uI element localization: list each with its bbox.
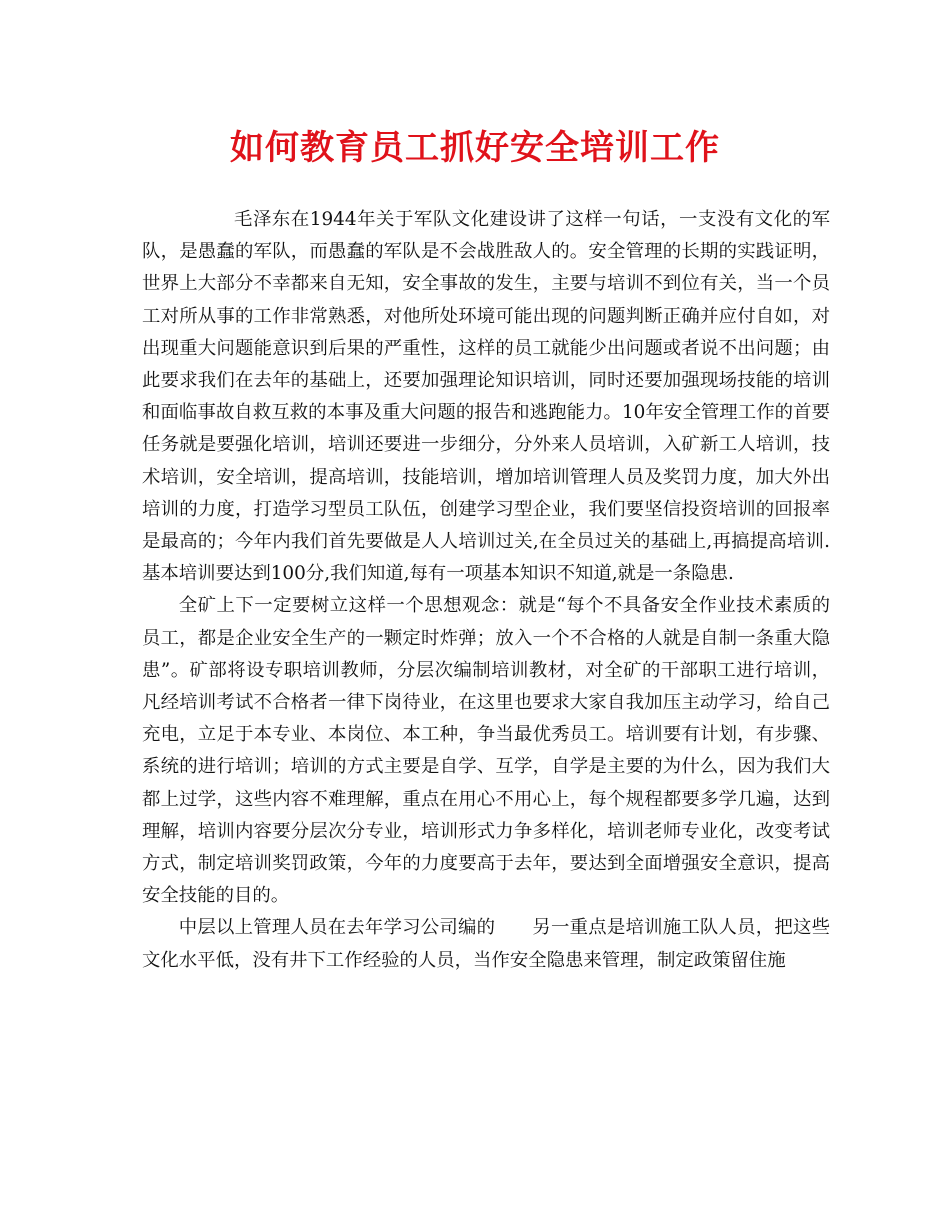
paragraph-1: 毛泽东在1944年关于军队文化建设讲了这样一句话，一支没有文化的军队，是愚蠢的军队，而愚蠢的军队是不会战胜敌人的。安全管理的长期的实践证明，世界上大部分不幸都来自无知，安全事故的发生，主要与培训不到位有关，当一个员工对所从事的工作非常熟悉，对他所处环境可能出现的问题判断正确并应付自如，对出现重大问题能意识到后果的严重性，这样的员工就能少出问题或者说不出问题；由此要求我们在去年的基础上，还要加强理论知识培训，同时还要加强现场技能的培训和面临事故自救互救的本事及重大问题的报告和逃跑能力。10年安全管理工作的首要任务就是要强化培训，培训还要进一步细分，分外来人员培训，入矿新工人培训，技术培训，安全培训，提高培训，技能培训，增加培训管理人员及奖罚力度，加大外出培训的力度，打造学习型员工队伍，创建学习型企业，我们要坚信投资培训的回报率是最高的；今年内我们首先要做是人人培训过关,在全员过关的基础上,再搞提高培训.基本培训要达到100分,我们知道,每有一项基本知识不知道,就是一条隐患. [142,209,830,585]
paragraph-3: 中层以上管理人员在去年学习公司编的 另一重点是培训施工队人员，把这些文化水平低，没有井下工作经验的人员，当作安全隐患来管理，制定政策留住施 [142,917,830,971]
document-title: 如何教育员工抓好安全培训工作 [230,128,720,168]
paragraph-2: 全矿上下一定要树立这样一个思想观念：就是“每个不具备安全作业技术素质的员工，都是企业安全生产的一颗定时炸弹；放入一个不合格的人就是自制一条重大隐患”。矿部将设专职培训教师，分层次编制培训教材，对全矿的干部职工进行培训，凡经培训考试不合格者一律下岗待业，在这里也要求大家自我加压主动学习，给自己充电，立足于本专业、本岗位、本工种，争当最优秀员工。培训要有计划，有步骤、系统的进行培训；培训的方式主要是自学、互学，自学是主要的为什么，因为我们大都上过学，这些内容不难理解，重点在用心不用心上，每个规程都要多学几遍，达到理解，培训内容要分层次分专业，培训形式力争多样化，培训老师专业化，改变考试方式，制定培训奖罚政策，今年的力度要高于去年，要达到全面增强安全意识，提高安全技能的目的。 [142,595,830,907]
document-body [142,204,830,977]
